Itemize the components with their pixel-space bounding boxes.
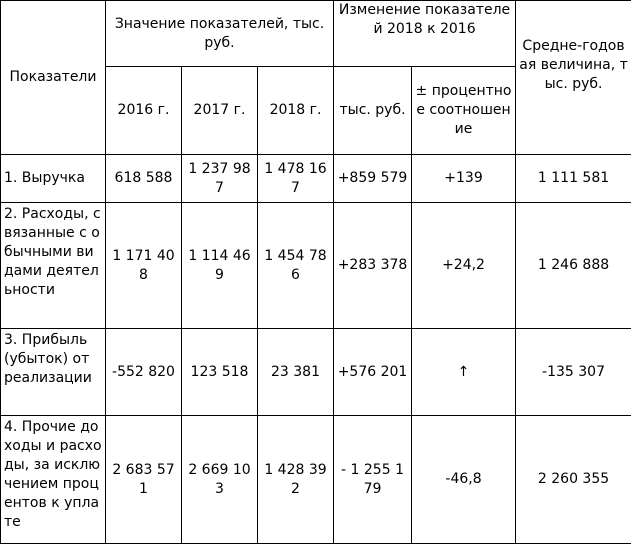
header-values-group: Значение показателей, тыс. руб. [106, 1, 334, 67]
cell-average: 1 246 888 [516, 203, 631, 329]
cell-2016: -552 820 [106, 329, 182, 416]
cell-change-pct: +24,2 [412, 203, 516, 329]
header-2018: 2018 г. [258, 67, 334, 155]
cell-average: 1 111 581 [516, 155, 631, 203]
table-row [1, 329, 631, 416]
cell-2017: 123 518 [182, 329, 258, 416]
cell-2017: 1 237 987 [182, 155, 258, 203]
cell-change-abs: +283 378 [334, 203, 412, 329]
cell-2018: 1 454 786 [258, 203, 334, 329]
cell-2017: 2 669 103 [182, 416, 258, 544]
row-name: 4. Прочие доходы и расходы, за исключением процентов к уплате [1, 416, 106, 544]
cell-change-pct: +139 [412, 155, 516, 203]
header-2017: 2017 г. [182, 67, 258, 155]
cell-average: -135 307 [516, 329, 631, 416]
row-name: 3. Прибыль (убыток) от реализации [1, 329, 106, 416]
cell-change-pct: ↑ [412, 329, 516, 416]
cell-2018: 23 381 [258, 329, 334, 416]
cell-2016: 1 171 408 [106, 203, 182, 329]
header-2016: 2016 г. [106, 67, 182, 155]
cell-2018: 1 428 392 [258, 416, 334, 544]
table-row [1, 155, 631, 203]
cell-2017: 1 114 469 [182, 203, 258, 329]
cell-change-abs: - 1 255 179 [334, 416, 412, 544]
cell-change-pct: -46,8 [412, 416, 516, 544]
cell-2016: 2 683 571 [106, 416, 182, 544]
header-indicators: Показатели [1, 1, 106, 155]
header-change-group: Изменение показателей 2018 к 2016 [334, 1, 516, 67]
cell-2018: 1 478 167 [258, 155, 334, 203]
header-change-pct: ± процентное соотношение [412, 67, 516, 155]
header-change-abs: тыс. руб. [334, 67, 412, 155]
cell-2016: 618 588 [106, 155, 182, 203]
table-row [1, 203, 631, 329]
row-name: 1. Выручка [1, 155, 106, 203]
cell-average: 2 260 355 [516, 416, 631, 544]
table-row [1, 416, 631, 544]
cell-change-abs: +859 579 [334, 155, 412, 203]
row-name: 2. Расходы, связанные с обычными видами деятельности [1, 203, 106, 329]
cell-change-abs: +576 201 [334, 329, 412, 416]
header-average: Средне-годовая величина, тыс. руб. [516, 1, 631, 155]
